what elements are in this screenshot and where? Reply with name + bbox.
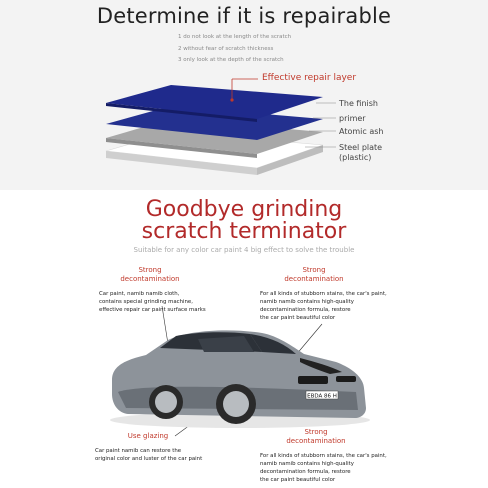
feature-2-description: For all kinds of stubborn stains, the car's paint, namib namib contains high-quality decontamination formula, restore the car paint beautiful color (260, 291, 387, 321)
feature-4-heading: Strong decontamination (286, 428, 346, 445)
section-title: Determine if it is repairable (96, 4, 392, 28)
feature-3-description: Car paint namib can restore the original color and luster of the car paint (95, 448, 203, 462)
finish-label: The finish (339, 99, 378, 108)
repair-layer-label: Effective repair layer (262, 73, 357, 83)
steel-plate-sublabel: (plastic) (339, 153, 372, 162)
license-plate: EBDA 86 H (307, 393, 337, 400)
feature-4-description: For all kinds of stubborn stains, the car's paint, namib namib contains high-quality decontamination formula, restore the car paint beautiful color (260, 453, 387, 483)
steel-plate-label: Steel plate (339, 143, 383, 152)
finish-layer (106, 85, 323, 119)
feature-1-description: Car paint, namib namib cloth, contains special grinding machine, effective repair car paint surface marks (99, 291, 206, 313)
note-1: 1 do not look at the length of the scratch (178, 34, 292, 40)
feature-2-heading: Strong decontamination (284, 266, 344, 283)
repair-dot (230, 98, 233, 101)
primer-label: primer (339, 114, 366, 123)
headline-line1: Goodbye grinding (145, 197, 343, 222)
headline-subtitle: Suitable for any color car paint 4 big effect to solve the trouble (133, 246, 355, 254)
car-illustration (110, 330, 370, 428)
note-3: 3 only look at the depth of the scratch (178, 57, 284, 63)
note-2: 2 without fear of scratch thickness (178, 46, 274, 52)
headline-line2: scratch terminator (141, 219, 347, 244)
feature-1-heading: Strong decontamination (120, 266, 180, 283)
feature-3-heading: Use glazing (127, 432, 169, 440)
atomic-ash-label: Atomic ash (339, 127, 384, 136)
